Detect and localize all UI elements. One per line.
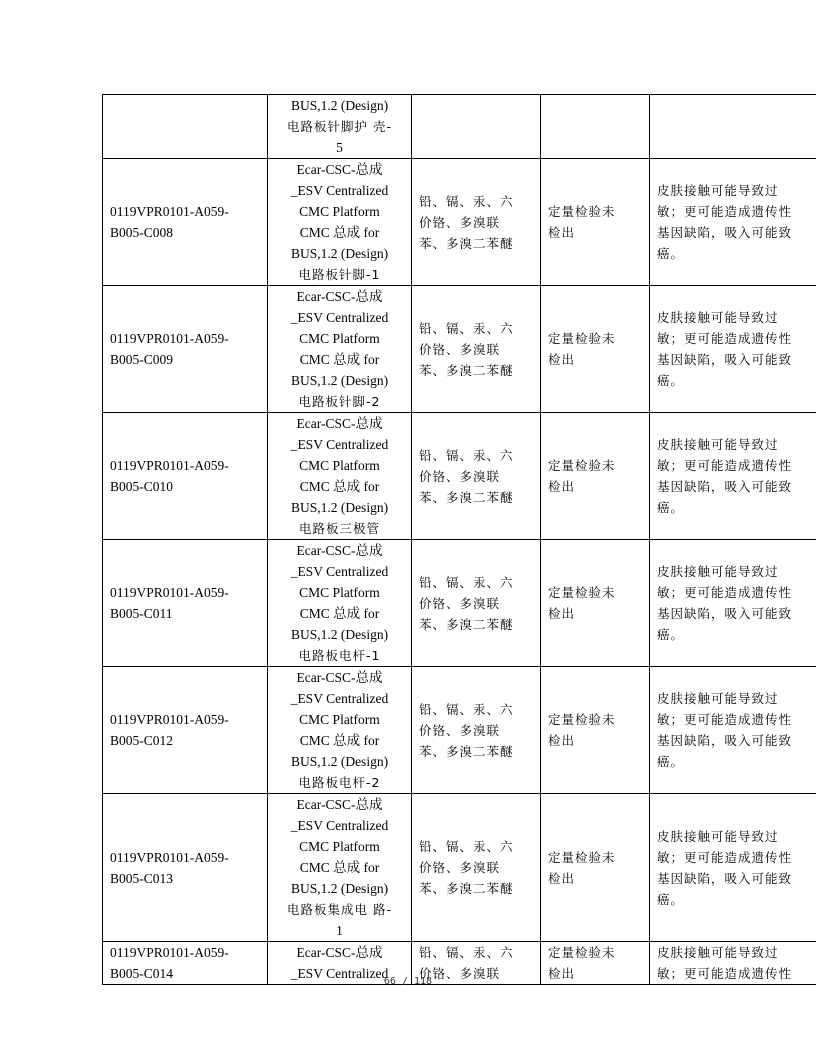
substances-cell-line: 价铬、多溴联 [419, 860, 501, 875]
table-row [103, 794, 816, 942]
test-result-cell-line: 定量检验未 [548, 204, 616, 219]
part-name-cell-line: Ecar-CSC-总成 [296, 162, 383, 177]
part-name-cell-line: CMC 总成 for [299, 733, 380, 748]
hazard-cell-line: 敏；更可能造成遗传性 [657, 849, 793, 865]
test-result-cell [541, 540, 650, 667]
hazard-cell-line: 基因缺陷，吸入可能致 [657, 870, 793, 886]
part-name-cell [268, 95, 412, 159]
sample-id-cell-line: 0119VPR0101-A059- [110, 331, 229, 346]
part-name-cell-line: CMC Platform [299, 712, 380, 727]
part-name-cell-line: 电路板针脚-1 [298, 267, 381, 282]
sample-id-cell-line: 0119VPR0101-A059- [110, 204, 229, 219]
hazard-cell-line: 皮肤接触可能导致过 [657, 828, 779, 844]
hazard-cell-line: 基因缺陷，吸入可能致 [657, 606, 793, 621]
part-name-cell [268, 159, 412, 286]
hazard-cell-line: 敏；更可能造成遗传性 [657, 585, 793, 600]
test-result-cell-line: 定量检验未 [548, 331, 616, 346]
substances-cell [412, 95, 541, 159]
sample-id-cell-line: B005-C008 [110, 225, 174, 240]
test-result-cell [541, 794, 650, 942]
table-row [103, 159, 816, 286]
substances-cell [412, 667, 541, 794]
hazard-cell-line: 基因缺陷，吸入可能致 [657, 352, 793, 367]
part-name-cell-line: 电路板针脚-2 [298, 394, 381, 409]
substances-cell-line: 苯、多溴二苯醚 [419, 743, 514, 759]
test-result-cell [541, 159, 650, 286]
part-name-cell-line: _ESV Centralized [290, 183, 389, 198]
part-name-cell-line: BUS,1.2 (Design) [290, 881, 389, 896]
hazard-cell-line: 敏；更可能造成遗传性 [657, 331, 793, 346]
sample-id-cell [103, 413, 268, 540]
sample-id-cell-line: B005-C013 [110, 870, 174, 886]
part-name-cell-line: CMC 总成 for [299, 225, 380, 240]
substances-cell-line: 苯、多溴二苯醚 [419, 235, 514, 251]
hazard-cell [650, 413, 816, 540]
hazard-cell-line: 皮肤接触可能导致过 [657, 691, 779, 706]
table-row [103, 413, 816, 540]
sample-id-cell [103, 794, 268, 942]
part-name-cell-line: Ecar-CSC-总成 [296, 945, 383, 960]
sample-id-cell-line: B005-C014 [110, 966, 174, 981]
part-name-cell-line: Ecar-CSC-总成 [296, 797, 383, 812]
part-name-cell-line: 电路板针脚护 壳- [287, 119, 392, 134]
part-name-cell-line: 1 [336, 923, 343, 938]
hazard-cell [650, 540, 816, 667]
substances-cell [412, 794, 541, 942]
part-name-cell [268, 794, 412, 942]
substances-cell-line: 铅、镉、汞、六 [419, 320, 514, 336]
hazard-cell-line: 皮肤接触可能导致过 [657, 310, 779, 325]
substances-cell-line: 铅、镉、汞、六 [419, 193, 514, 209]
substances-cell-line: 铅、镉、汞、六 [419, 447, 514, 463]
sample-id-cell [103, 286, 268, 413]
part-name-cell-line: BUS,1.2 (Design) [290, 500, 389, 515]
part-name-cell-line: Ecar-CSC-总成 [296, 670, 383, 685]
substances-cell-line: 价铬、多溴联 [419, 966, 501, 981]
part-name-cell-line: _ESV Centralized [290, 691, 389, 706]
table-row [103, 540, 816, 667]
part-name-cell-line: CMC Platform [299, 585, 380, 600]
sample-id-cell-line: B005-C012 [110, 733, 174, 748]
test-result-cell-line: 定量检验未 [548, 458, 616, 473]
test-result-cell [541, 286, 650, 413]
hazard-cell-line: 基因缺陷，吸入可能致 [657, 225, 793, 240]
substances-cell-line: 铅、镉、汞、六 [419, 839, 514, 854]
sample-id-cell-line: 0119VPR0101-A059- [110, 712, 229, 727]
sample-id-cell [103, 159, 268, 286]
test-result-cell-line: 定量检验未 [548, 945, 616, 960]
part-name-cell-line: CMC 总成 for [299, 352, 380, 367]
part-name-cell-line: _ESV Centralized [290, 818, 389, 833]
table-row [103, 667, 816, 794]
test-result-cell-line: 定量检验未 [548, 849, 616, 865]
part-name-cell-line: _ESV Centralized [290, 310, 389, 325]
test-result-cell-line: 检出 [548, 870, 576, 886]
substances-cell-line: 价铬、多溴联 [419, 341, 501, 357]
substances-cell-line: 价铬、多溴联 [419, 722, 501, 738]
substances-cell [412, 540, 541, 667]
hazard-cell [650, 667, 816, 794]
sample-id-cell [103, 667, 268, 794]
substances-cell [412, 286, 541, 413]
test-result-cell-line: 检出 [548, 966, 576, 981]
substances-cell-line: 价铬、多溴联 [419, 468, 501, 484]
sample-id-cell-line: B005-C009 [110, 352, 174, 367]
hazard-cell-line: 癌。 [657, 627, 685, 642]
part-name-cell-line: CMC 总成 for [299, 479, 380, 494]
part-name-cell-line: BUS,1.2 (Design) [290, 98, 389, 113]
part-name-cell-line: Ecar-CSC-总成 [296, 416, 383, 431]
sample-id-cell-line: 0119VPR0101-A059- [110, 458, 229, 473]
hazard-cell-line: 敏；更可能造成遗传性 [657, 712, 793, 727]
hazard-cell-line: 敏；更可能造成遗传性 [657, 966, 793, 981]
part-name-cell-line: _ESV Centralized [290, 564, 389, 579]
substances-cell [412, 413, 541, 540]
part-name-cell-line: 电路板三极管 [298, 521, 380, 536]
part-name-cell-line: BUS,1.2 (Design) [290, 627, 389, 642]
test-result-cell [541, 667, 650, 794]
substances-cell-line: 苯、多溴二苯醚 [419, 362, 514, 378]
part-name-cell-line: CMC 总成 for [299, 860, 380, 875]
substances-cell [412, 159, 541, 286]
test-result-cell-line: 检出 [548, 352, 576, 367]
part-name-cell-line: BUS,1.2 (Design) [290, 246, 389, 261]
test-result-cell-line: 检出 [548, 225, 576, 240]
hazard-cell-line: 癌。 [657, 500, 685, 515]
part-name-cell-line: 电路板电杆-2 [298, 775, 381, 790]
substances-cell-line: 苯、多溴二苯醚 [419, 881, 514, 896]
hazard-cell-line: 皮肤接触可能导致过 [657, 564, 779, 579]
hazard-cell-line: 癌。 [657, 373, 685, 388]
part-name-cell-line: 5 [336, 140, 343, 155]
part-name-cell-line: BUS,1.2 (Design) [290, 373, 389, 388]
test-result-cell-line: 检出 [548, 733, 576, 748]
part-name-cell-line: CMC Platform [299, 204, 380, 219]
table-row [103, 286, 816, 413]
sample-id-cell [103, 95, 268, 159]
sample-id-cell-line: B005-C011 [110, 606, 173, 621]
part-name-cell-line: CMC Platform [299, 458, 380, 473]
part-name-cell [268, 413, 412, 540]
hazard-cell-line: 敏；更可能造成遗传性 [657, 204, 793, 219]
substances-cell-line: 苯、多溴二苯醚 [419, 489, 514, 505]
part-name-cell-line: _ESV Centralized [290, 966, 389, 981]
part-name-cell-line: Ecar-CSC-总成 [296, 543, 383, 558]
sample-id-cell [103, 540, 268, 667]
substances-cell-line: 铅、镉、汞、六 [419, 574, 514, 590]
part-name-cell-line: CMC Platform [299, 331, 380, 346]
part-name-cell-line: _ESV Centralized [290, 437, 389, 452]
hazard-cell-line: 基因缺陷，吸入可能致 [657, 479, 793, 494]
substances-cell-line: 价铬、多溴联 [419, 595, 501, 611]
part-name-cell [268, 540, 412, 667]
part-name-cell [268, 667, 412, 794]
hazard-cell-line: 癌。 [657, 754, 685, 769]
sample-id-cell-line: 0119VPR0101-A059- [110, 945, 229, 960]
hazard-cell [650, 286, 816, 413]
hazard-cell-line: 皮肤接触可能导致过 [657, 183, 779, 198]
hazard-cell-line: 皮肤接触可能导致过 [657, 945, 779, 960]
substances-cell-line: 苯、多溴二苯醚 [419, 616, 514, 632]
test-result-cell [541, 413, 650, 540]
hazard-cell-line: 敏；更可能造成遗传性 [657, 458, 793, 473]
hazard-cell [650, 159, 816, 286]
substances-cell-line: 铅、镉、汞、六 [419, 945, 514, 960]
substances-cell-line: 铅、镉、汞、六 [419, 701, 514, 717]
test-result-cell-line: 检出 [548, 479, 576, 494]
hazard-cell-line: 基因缺陷，吸入可能致 [657, 733, 793, 748]
hazard-cell-line: 皮肤接触可能导致过 [657, 437, 779, 452]
hazard-cell-line: 癌。 [657, 891, 685, 907]
hazard-cell-line: 癌。 [657, 246, 685, 261]
part-name-cell [268, 286, 412, 413]
test-result-cell-line: 检出 [548, 606, 576, 621]
part-name-cell-line: 电路板集成电 路- [287, 902, 392, 917]
part-name-cell-line: CMC 总成 for [299, 606, 380, 621]
table-row [103, 95, 816, 159]
page-number: 66 / 118 [383, 976, 433, 987]
substances-cell-line: 价铬、多溴联 [419, 214, 501, 230]
test-result-cell-line: 定量检验未 [548, 585, 616, 600]
sample-id-cell-line: B005-C010 [110, 479, 174, 494]
hazard-cell [650, 95, 816, 159]
part-name-cell-line: CMC Platform [299, 839, 380, 854]
sample-id-cell-line: 0119VPR0101-A059- [110, 585, 229, 600]
substance-table [102, 94, 816, 985]
sample-id-cell-line: 0119VPR0101-A059- [110, 849, 229, 865]
part-name-cell-line: Ecar-CSC-总成 [296, 289, 383, 304]
part-name-cell-line: 电路板电杆-1 [298, 648, 381, 663]
part-name-cell-line: BUS,1.2 (Design) [290, 754, 389, 769]
hazard-cell [650, 794, 816, 942]
test-result-cell-line: 定量检验未 [548, 712, 616, 727]
test-result-cell [541, 95, 650, 159]
